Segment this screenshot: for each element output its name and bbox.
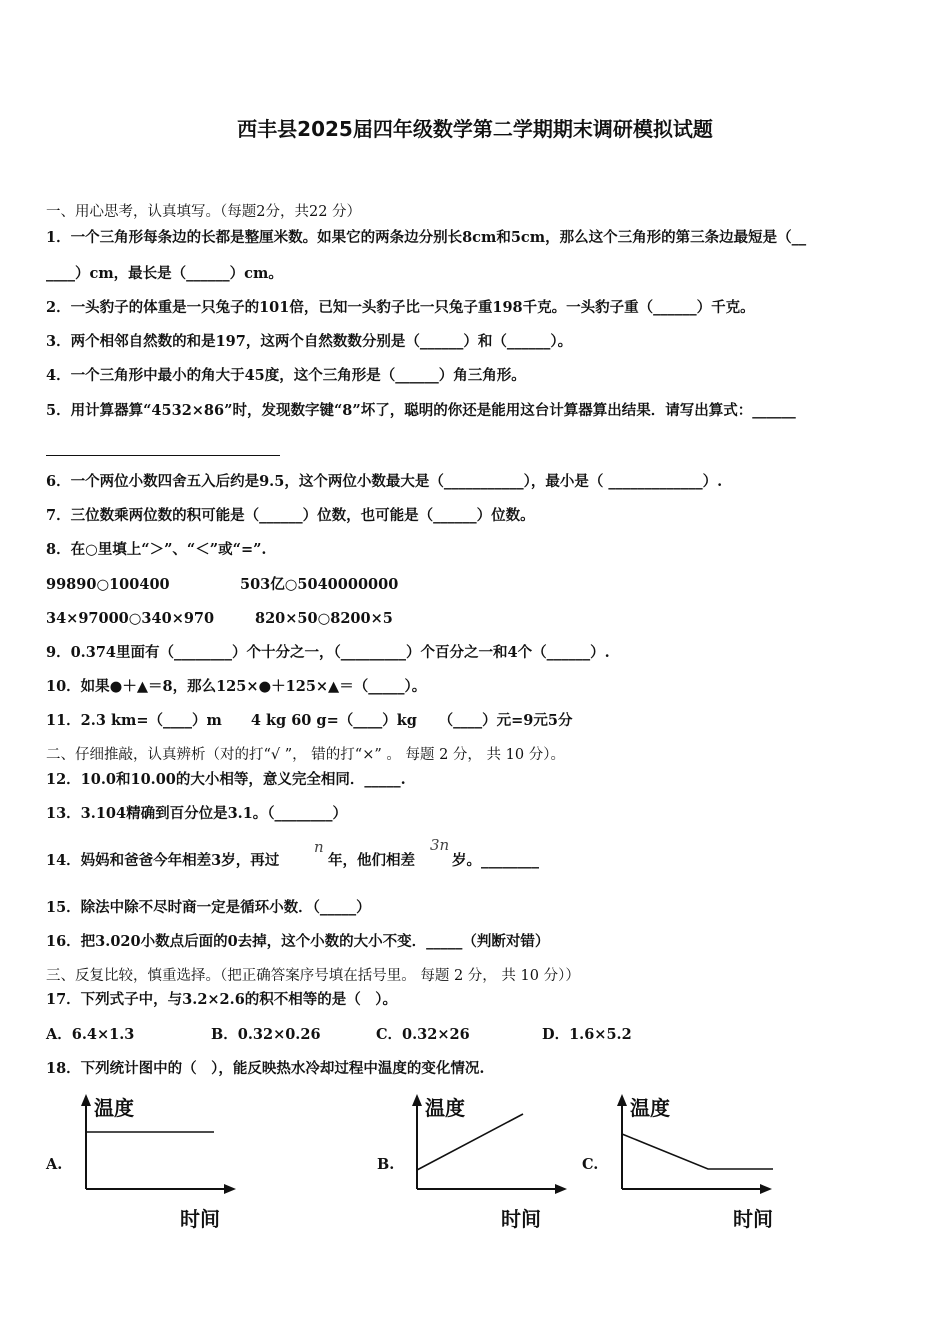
question-12: 12．10.0和10.00的大小相等，意义完全相同．_____. — [46, 771, 406, 788]
x-axis-arrow — [555, 1184, 567, 1194]
question-11: 11．2.3 km=（____）m 4 kg 60 g=（____）kg （____）元=9元5分 — [46, 712, 573, 729]
graph-label-b: B. — [377, 1156, 395, 1173]
question-15: 15．除法中除不尽时商一定是循环小数．（_____） — [46, 899, 371, 916]
section-2-heading: 二、仔细推敲，认真辨析（对的打“√ ”， 错的打“×” 。 每题 2 分， 共 10 分）。 — [46, 747, 565, 763]
temperature-line — [622, 1134, 773, 1169]
y-axis-label: 温度 — [630, 1096, 670, 1120]
question-14-variable-n: n — [314, 838, 324, 856]
question-8-row1-b: 503亿○5040000000 — [240, 576, 399, 593]
graph-c — [608, 1092, 788, 1232]
question-14-part-3: 岁。________ — [452, 852, 539, 869]
x-axis-label: 时间 — [733, 1207, 773, 1231]
x-axis-label: 时间 — [501, 1207, 541, 1231]
question-17-option-d: D．1.6×5.2 — [542, 1026, 632, 1043]
graph-a — [72, 1092, 252, 1232]
question-3: 3．两个相邻自然数的和是197，这两个自然数数分别是（______）和（______）。 — [46, 333, 573, 350]
question-8-row1-a: 99890○100400 — [46, 576, 170, 593]
question-14-part-1: 14．妈妈和爸爸今年相差3岁，再过 — [46, 852, 280, 869]
y-axis-label: 温度 — [425, 1096, 465, 1120]
question-14-variable-3n: 3n — [430, 836, 450, 854]
answer-underline — [46, 455, 280, 456]
question-13: 13．3.104精确到百分位是3.1。（________） — [46, 805, 348, 822]
graph-label-c: C. — [582, 1156, 599, 1173]
y-axis-label: 温度 — [94, 1096, 134, 1120]
question-17-option-c: C．0.32×26 — [376, 1026, 470, 1043]
x-axis-arrow — [760, 1184, 772, 1194]
question-4: 4．一个三角形中最小的角大于45度，这个三角形是（______）角三角形。 — [46, 367, 526, 384]
x-axis-arrow — [224, 1184, 236, 1194]
temperature-line — [417, 1114, 523, 1170]
question-8-row2-b: 820×50○8200×5 — [255, 610, 393, 627]
question-14-part-2: 年，他们相差 — [328, 852, 415, 869]
question-17: 17．下列式子中，与3.2×2.6的积不相等的是（ ）。 — [46, 991, 398, 1008]
question-8-row2-a: 34×97000○340×970 — [46, 610, 215, 627]
graph-label-a: A. — [46, 1156, 63, 1173]
x-axis-label: 时间 — [180, 1207, 220, 1231]
page-title: 西丰县2025届四年级数学第二学期期末调研模拟试题 — [237, 117, 713, 141]
question-10: 10．如果●＋▲＝8，那么125×●＋125×▲＝（_____）。 — [46, 678, 427, 695]
question-2: 2．一头豹子的体重是一只兔子的101倍，已知一头豹子比一只兔子重198千克。一头豹子重（______）千克。 — [46, 299, 755, 316]
question-5: 5．用计算器算“4532×86”时，发现数字键“8”坏了，聪明的你还是能用这台计算器算出结果．请写出算式：______ — [46, 402, 796, 419]
graph-b — [403, 1092, 583, 1232]
question-1-line-1: 1．一个三角形每条边的长都是整厘米数。如果它的两条边分别长8cm和5cm，那么这个三角形的第三条边最短是（__ — [46, 229, 807, 246]
question-17-option-a: A．6.4×1.3 — [46, 1026, 135, 1043]
question-8: 8．在○里填上“＞”、“＜”或“=”. — [46, 541, 267, 558]
question-6: 6．一个两位小数四舍五入后约是9.5，这个两位小数最大是（___________），最小是（ _____________）. — [46, 473, 723, 490]
question-16: 16．把3.020小数点后面的0去掉，这个小数的大小不变．_____（判断对错） — [46, 933, 550, 950]
question-9: 9．0.374里面有（________）个十分之一，（_________）个百分之一和4个（______）. — [46, 644, 610, 661]
question-1-line-2: ____）cm，最长是（______）cm。 — [46, 265, 283, 282]
question-18: 18．下列统计图中的（ ），能反映热水冷却过程中温度的变化情况. — [46, 1060, 485, 1077]
section-1-heading: 一、用心思考，认真填写。（每题2分，共22 分） — [46, 204, 362, 220]
section-3-heading: 三、反复比较，慎重选择。（把正确答案序号填在括号里。 每题 2 分， 共 10 分）） — [46, 968, 580, 984]
question-7: 7．三位数乘两位数的积可能是（______）位数，也可能是（______）位数。 — [46, 507, 535, 524]
question-17-option-b: B．0.32×0.26 — [211, 1026, 321, 1043]
